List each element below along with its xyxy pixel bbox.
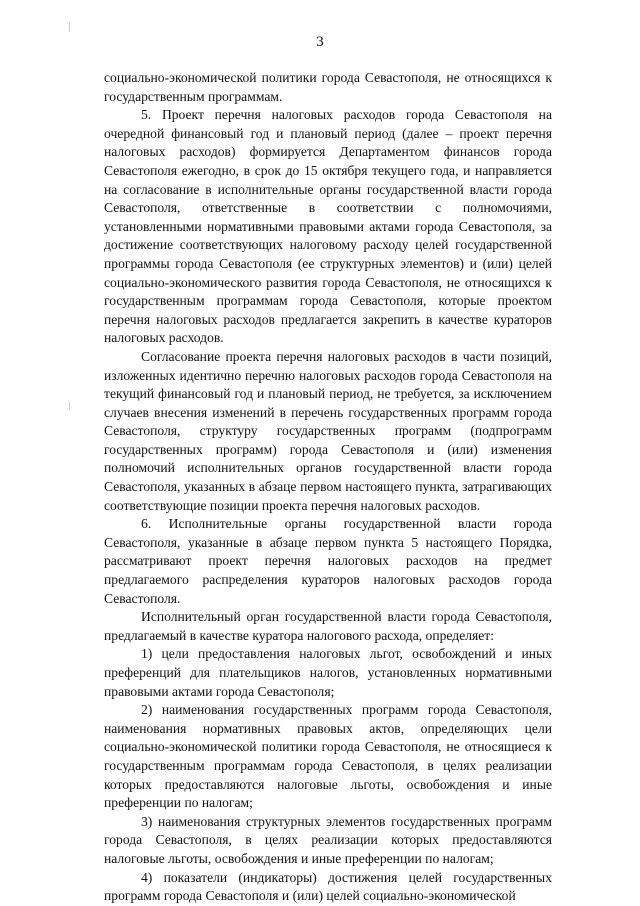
paragraph-item-5: 5. Проект перечня налоговых расходов города Севастополя на очередной финансовый год и плановый период (далее – проект перечня налоговых расходов) формируется Департаментом финансов города Севастополя ежегодно, в срок до 15 октября текущего года, и направляется на согласование в исполнительные органы государственной власти города Севастополя, ответственные в соответствии с полномочиями, установленными нормативными правовыми актами города Севастополя, за достижение соответствующих налоговому расходу целей государственной программы города Севастополя (ее структурных элементов) и (или) целей социально-экономического развития города Севастополя, не относящихся к государственным программам города Севастополя, которые проектом перечня налоговых расходов предлагается закрепить в качестве кураторов налоговых расходов. xyxy=(104,107,552,346)
list-item-4: 4) показатели (индикаторы) достижения целей государственных программ города Севастополя и (или) целей социально-экономической xyxy=(104,869,552,904)
page-number: 3 xyxy=(316,34,324,50)
paragraph-continuation: социально-экономической политики города Севастополя, не относящихся к государственным программам. xyxy=(104,70,552,104)
paragraph-approval: Согласование проекта перечня налоговых расходов в части позиций, изложенных идентично перечню налоговых расходов города Севастополя на текущий финансовый год и плановый период, не требуется, за исключением случаев внесения изменений в перечень государственных программ города Севастополя, структуру государственных программ (подпрограмм государственных программ) города Севастополя и (или) изменения полномочий исполнительных органов государственной власти города Севастополя, указанных в абзаце первом настоящего пункта, затрагивающих соответствующие позиции проекта перечня налоговых расходов. xyxy=(104,348,552,513)
list-item-2: 2) наименования государственных программ города Севастополя, наименования нормативных правовых актов, определяющих цели социально-экономической политики города Севастополя, не относящиеся к государственным программам города Севастополя, в целях реализации которых предоставляются налоговые льготы, освобождения и иные преференции по налогам; xyxy=(104,702,552,811)
paragraph-curator-intro: Исполнительный орган государственной власти города Севастополя, предлагаемый в качестве куратора налогового расхода, определяет: xyxy=(104,609,552,643)
document-body xyxy=(104,69,552,906)
scan-artifact-mark xyxy=(69,22,70,32)
list-item-3: 3) наименования структурных элементов государственных программ города Севастополя, в целях реализации которых предоставляются налоговые льготы, освобождения и иные преференции по налогам; xyxy=(104,813,552,866)
paragraph-item-6: 6. Исполнительные органы государственной власти города Севастополя, указанные в абзаце первом пункта 5 настоящего Порядка, рассматривают проект перечня налоговых расходов на предмет предлагаемого распределения кураторов налоговых расходов города Севастополя. xyxy=(104,516,552,606)
list-item-1: 1) цели предоставления налоговых льгот, освобождений и иных преференций для плательщиков налогов, установленных нормативными правовыми актами города Севастополя; xyxy=(104,646,552,699)
scan-artifact-mark xyxy=(69,402,70,410)
